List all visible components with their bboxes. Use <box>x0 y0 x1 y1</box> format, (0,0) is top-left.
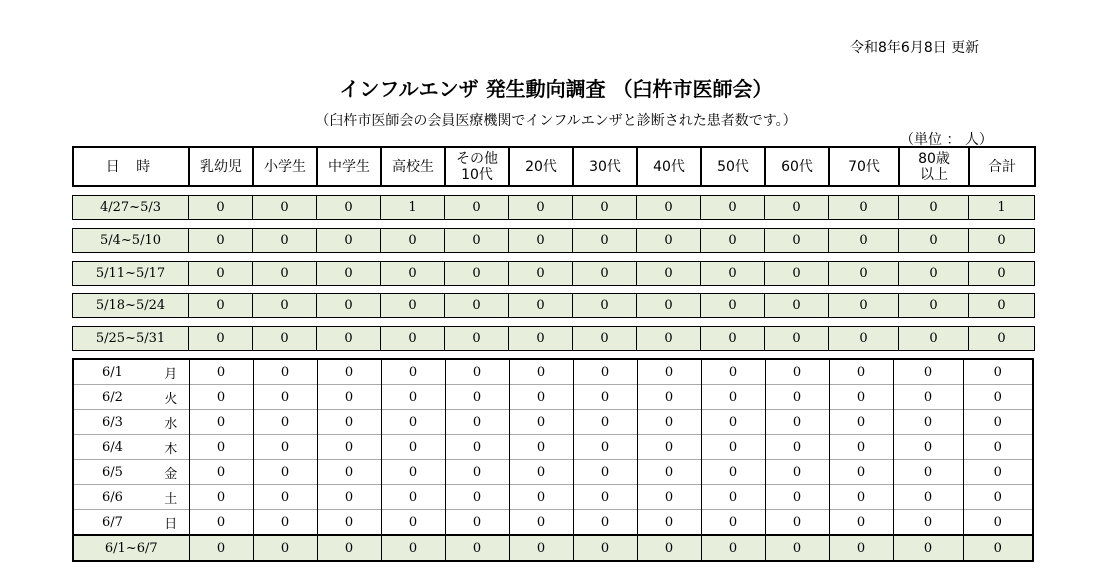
daily-cell: 0 <box>317 460 381 485</box>
weekly-cell: 1 <box>969 196 1035 220</box>
daily-weekday: 火 <box>153 385 189 410</box>
daily-cell: 0 <box>573 435 637 460</box>
daily-cell: 0 <box>637 359 701 385</box>
daily-total-period: 6/1~6/7 <box>73 535 189 561</box>
daily-cell: 0 <box>637 510 701 536</box>
weekly-period: 5/4~5/10 <box>73 229 189 253</box>
daily-cell: 0 <box>573 359 637 385</box>
weekly-row <box>73 294 1035 318</box>
daily-date: 6/6 <box>73 485 153 510</box>
daily-cell: 0 <box>253 385 317 410</box>
weekly-cell: 0 <box>253 229 317 253</box>
daily-weekday: 水 <box>153 410 189 435</box>
daily-cell: 0 <box>445 385 509 410</box>
daily-cell: 0 <box>509 359 573 385</box>
daily-cell: 0 <box>189 510 253 536</box>
daily-weekday: 土 <box>153 485 189 510</box>
daily-total-cell: 0 <box>509 535 573 561</box>
daily-cell: 0 <box>381 510 445 536</box>
header-datetime: 日 時 <box>73 147 189 186</box>
weekly-cell: 0 <box>445 262 509 286</box>
daily-row <box>73 435 1099 460</box>
daily-cell: 0 <box>445 460 509 485</box>
header-30s: 30代 <box>573 147 637 186</box>
daily-cell: 0 <box>189 435 253 460</box>
header-high-school: 高校生 <box>381 147 445 186</box>
daily-cell: 0 <box>509 410 573 435</box>
weekly-cell: 0 <box>189 229 253 253</box>
daily-cell: 0 <box>829 410 893 435</box>
weekly-cell: 0 <box>253 294 317 318</box>
weekly-cell: 0 <box>637 262 701 286</box>
weekly-row-table <box>72 326 1035 351</box>
weekly-row <box>73 196 1035 220</box>
header-80-plus <box>899 147 969 186</box>
weekly-cell: 0 <box>969 327 1035 351</box>
daily-cell: 0 <box>317 385 381 410</box>
daily-total-cell: 0 <box>893 535 963 561</box>
daily-date: 6/2 <box>73 385 153 410</box>
daily-cell: 0 <box>381 435 445 460</box>
daily-cell: 0 <box>829 485 893 510</box>
weekly-cell: 0 <box>445 229 509 253</box>
daily-cell: 0 <box>829 510 893 536</box>
weekly-cell: 0 <box>899 196 969 220</box>
daily-cell: 0 <box>573 410 637 435</box>
weekly-cell: 0 <box>317 196 381 220</box>
daily-row <box>73 410 1099 435</box>
daily-cell: 0 <box>189 385 253 410</box>
daily-cell: 0 <box>829 460 893 485</box>
daily-cell: 0 <box>381 359 445 385</box>
daily-cell: 0 <box>381 410 445 435</box>
daily-cell: 0 <box>701 410 765 435</box>
daily-cell: 0 <box>963 510 1033 536</box>
daily-cell: 0 <box>963 435 1033 460</box>
daily-weekday: 金 <box>153 460 189 485</box>
daily-cell: 0 <box>381 385 445 410</box>
weekly-cell: 0 <box>317 294 381 318</box>
weekly-row-table <box>72 261 1035 286</box>
weekly-cell: 0 <box>829 262 899 286</box>
daily-cell: 0 <box>637 460 701 485</box>
weekly-period: 5/25~5/31 <box>73 327 189 351</box>
header-40s: 40代 <box>637 147 701 186</box>
weekly-cell: 0 <box>765 229 829 253</box>
daily-cell: 0 <box>317 359 381 385</box>
daily-total-cell: 0 <box>317 535 381 561</box>
daily-cell: 0 <box>189 359 253 385</box>
daily-cell: 0 <box>445 410 509 435</box>
daily-cell: 0 <box>963 485 1033 510</box>
weekly-cell: 0 <box>381 327 445 351</box>
daily-cell: 0 <box>381 460 445 485</box>
page-title: インフルエンザ 発生動向調査 （臼杵市医師会） <box>339 77 773 101</box>
daily-cell: 0 <box>573 460 637 485</box>
daily-cell: 0 <box>637 435 701 460</box>
weekly-row-table <box>72 293 1035 318</box>
weekly-cell: 0 <box>253 196 317 220</box>
weekly-cell: 0 <box>701 196 765 220</box>
weekly-period: 5/11~5/17 <box>73 262 189 286</box>
weekly-cell: 0 <box>317 229 381 253</box>
weekly-cell: 0 <box>509 229 573 253</box>
weekly-cell: 0 <box>701 327 765 351</box>
header-80-line1: 80歳 <box>918 150 950 167</box>
daily-cell: 0 <box>253 510 317 536</box>
daily-total-cell: 0 <box>445 535 509 561</box>
daily-total-cell: 0 <box>963 535 1033 561</box>
weekly-cell: 0 <box>317 327 381 351</box>
weekly-cell: 0 <box>701 294 765 318</box>
daily-cell: 0 <box>381 485 445 510</box>
weekly-row <box>73 229 1035 253</box>
page-subtitle: （臼杵市医師会の会員医療機関でインフルエンザと診断された患者数です。） <box>315 113 797 129</box>
daily-cell: 0 <box>445 485 509 510</box>
daily-cell: 0 <box>253 435 317 460</box>
daily-cell: 0 <box>893 460 963 485</box>
weekly-row <box>73 327 1035 351</box>
daily-cell: 0 <box>893 359 963 385</box>
weekly-cell: 0 <box>829 294 899 318</box>
daily-cell: 0 <box>765 460 829 485</box>
daily-date: 6/4 <box>73 435 153 460</box>
header-row <box>73 147 1035 186</box>
header-elementary: 小学生 <box>253 147 317 186</box>
weekly-cell: 0 <box>573 294 637 318</box>
daily-weekday: 日 <box>153 510 189 536</box>
daily-row <box>73 510 1099 536</box>
weekly-cell: 0 <box>899 327 969 351</box>
daily-row <box>73 460 1099 485</box>
weekly-row-table <box>72 195 1035 220</box>
weekly-cell: 0 <box>637 196 701 220</box>
daily-cell: 0 <box>253 485 317 510</box>
weekly-cell: 0 <box>381 262 445 286</box>
weekly-cell: 0 <box>701 229 765 253</box>
daily-cell: 0 <box>893 510 963 536</box>
daily-cell: 0 <box>445 510 509 536</box>
weekly-cell: 0 <box>829 327 899 351</box>
header-other-teens-line1: その他 <box>456 150 498 167</box>
header-70s: 70代 <box>829 147 899 186</box>
weekly-cell: 1 <box>381 196 445 220</box>
daily-cell: 0 <box>189 485 253 510</box>
weekly-cell: 0 <box>765 262 829 286</box>
weekly-cell: 0 <box>701 262 765 286</box>
weekly-cell: 0 <box>829 196 899 220</box>
header-50s: 50代 <box>701 147 765 186</box>
header-other-teens <box>445 147 509 186</box>
daily-cell: 0 <box>701 460 765 485</box>
weekly-cell: 0 <box>189 294 253 318</box>
weekly-cell: 0 <box>637 229 701 253</box>
weekly-cell: 0 <box>899 229 969 253</box>
daily-cell: 0 <box>509 385 573 410</box>
weekly-cell: 0 <box>509 294 573 318</box>
weekly-cell: 0 <box>573 327 637 351</box>
daily-cell: 0 <box>893 385 963 410</box>
daily-cell: 0 <box>637 410 701 435</box>
daily-cell: 0 <box>509 460 573 485</box>
daily-cell: 0 <box>893 435 963 460</box>
daily-total-cell: 0 <box>829 535 893 561</box>
weekly-cell: 0 <box>969 229 1035 253</box>
daily-total-row <box>73 535 1099 561</box>
daily-cell: 0 <box>701 435 765 460</box>
daily-cell: 0 <box>509 435 573 460</box>
daily-row <box>73 485 1099 510</box>
weekly-cell: 0 <box>765 196 829 220</box>
daily-cell: 0 <box>445 359 509 385</box>
weekly-cell: 0 <box>445 294 509 318</box>
weekly-cell: 0 <box>573 196 637 220</box>
weekly-cell: 0 <box>573 229 637 253</box>
header-60s: 60代 <box>765 147 829 186</box>
weekly-cell: 0 <box>637 294 701 318</box>
daily-cell: 0 <box>317 510 381 536</box>
daily-cell: 0 <box>253 460 317 485</box>
header-total: 合計 <box>969 147 1035 186</box>
daily-total-cell: 0 <box>189 535 253 561</box>
daily-date: 6/3 <box>73 410 153 435</box>
weekly-cell: 0 <box>189 262 253 286</box>
daily-cell: 0 <box>963 359 1033 385</box>
daily-cell: 0 <box>637 485 701 510</box>
weekly-cell: 0 <box>899 262 969 286</box>
updated-date: 令和8年6月8日 更新 <box>850 40 980 56</box>
daily-total-cell: 0 <box>701 535 765 561</box>
weekly-cell: 0 <box>969 294 1035 318</box>
daily-cell: 0 <box>189 460 253 485</box>
weekly-cell: 0 <box>381 294 445 318</box>
daily-cell: 0 <box>963 410 1033 435</box>
daily-cell: 0 <box>893 410 963 435</box>
daily-total-cell: 0 <box>637 535 701 561</box>
daily-date: 6/5 <box>73 460 153 485</box>
daily-cell: 0 <box>509 485 573 510</box>
daily-cell: 0 <box>189 410 253 435</box>
weekly-cell: 0 <box>253 327 317 351</box>
daily-total-cell: 0 <box>573 535 637 561</box>
daily-cell: 0 <box>765 510 829 536</box>
daily-cell: 0 <box>317 485 381 510</box>
daily-cell: 0 <box>893 485 963 510</box>
header-infant: 乳幼児 <box>189 147 253 186</box>
daily-cell: 0 <box>253 410 317 435</box>
daily-cell: 0 <box>509 510 573 536</box>
daily-cell: 0 <box>765 485 829 510</box>
daily-row <box>73 385 1099 410</box>
daily-table <box>72 358 1100 562</box>
weekly-period: 5/18~5/24 <box>73 294 189 318</box>
weekly-cell: 0 <box>381 229 445 253</box>
daily-cell: 0 <box>701 510 765 536</box>
weekly-cell: 0 <box>253 262 317 286</box>
header-junior-high: 中学生 <box>317 147 381 186</box>
weekly-cell: 0 <box>509 196 573 220</box>
daily-cell: 0 <box>829 435 893 460</box>
daily-cell: 0 <box>637 385 701 410</box>
daily-cell: 0 <box>963 385 1033 410</box>
weekly-row <box>73 262 1035 286</box>
daily-cell: 0 <box>701 485 765 510</box>
header-20s: 20代 <box>509 147 573 186</box>
daily-cell: 0 <box>573 385 637 410</box>
weekly-cell: 0 <box>189 196 253 220</box>
header-other-teens-line2: 10代 <box>461 166 493 183</box>
daily-date: 6/1 <box>73 359 153 385</box>
weekly-period: 4/27~5/3 <box>73 196 189 220</box>
daily-weekday: 木 <box>153 435 189 460</box>
daily-date: 6/7 <box>73 510 153 536</box>
daily-total-cell: 0 <box>253 535 317 561</box>
weekly-row-table <box>72 228 1035 253</box>
header-80-line2: 以上 <box>920 166 948 183</box>
daily-cell: 0 <box>829 359 893 385</box>
daily-total-cell: 0 <box>381 535 445 561</box>
weekly-cell: 0 <box>969 262 1035 286</box>
weekly-cell: 0 <box>637 327 701 351</box>
daily-cell: 0 <box>765 410 829 435</box>
daily-cell: 0 <box>701 359 765 385</box>
weekly-cell: 0 <box>189 327 253 351</box>
daily-total-cell: 0 <box>765 535 829 561</box>
daily-cell: 0 <box>829 385 893 410</box>
header-table <box>72 146 1036 187</box>
weekly-cell: 0 <box>899 294 969 318</box>
weekly-cell: 0 <box>573 262 637 286</box>
daily-cell: 0 <box>963 460 1033 485</box>
weekly-cell: 0 <box>765 327 829 351</box>
daily-cell: 0 <box>445 435 509 460</box>
weekly-cell: 0 <box>317 262 381 286</box>
unit-label: （単位 ： 人） <box>900 132 993 148</box>
weekly-cell: 0 <box>445 196 509 220</box>
daily-cell: 0 <box>317 435 381 460</box>
daily-row <box>73 359 1099 385</box>
weekly-cell: 0 <box>765 294 829 318</box>
daily-cell: 0 <box>765 359 829 385</box>
daily-cell: 0 <box>317 410 381 435</box>
daily-weekday: 月 <box>153 359 189 385</box>
weekly-cell: 0 <box>509 327 573 351</box>
daily-cell: 0 <box>573 510 637 536</box>
daily-cell: 0 <box>765 385 829 410</box>
weekly-cell: 0 <box>445 327 509 351</box>
weekly-cell: 0 <box>509 262 573 286</box>
daily-cell: 0 <box>573 485 637 510</box>
daily-cell: 0 <box>765 435 829 460</box>
weekly-cell: 0 <box>829 229 899 253</box>
daily-cell: 0 <box>701 385 765 410</box>
daily-cell: 0 <box>253 359 317 385</box>
